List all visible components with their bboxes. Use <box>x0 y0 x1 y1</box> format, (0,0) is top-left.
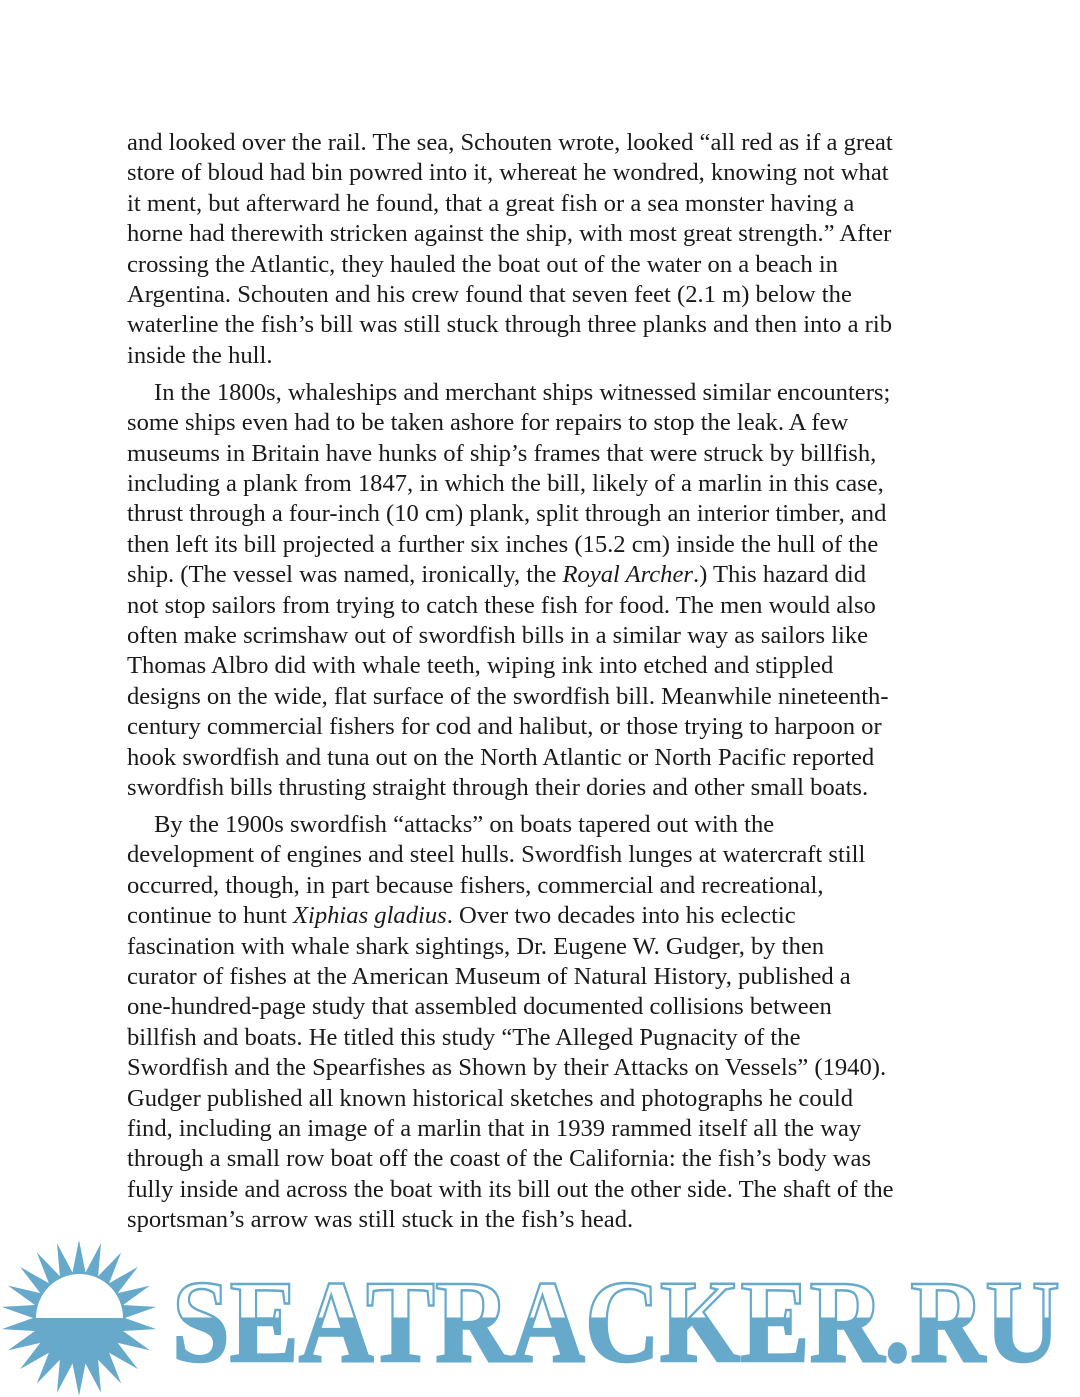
text-line <box>127 408 967 438</box>
text-run: find, including an image of a marlin that in 1939 rammed itself all the way <box>127 1115 862 1142</box>
text-line <box>127 560 967 590</box>
text-line <box>127 219 967 249</box>
text-line <box>127 250 967 280</box>
text-run: continue to hunt <box>127 902 293 930</box>
text-run: By the 1900s swordfish “attacks” on boats tapered out with the <box>154 810 775 838</box>
text-line <box>127 280 967 310</box>
text-run: billfish and boats. He titled this study “The Alleged Pugnacity of the <box>127 1023 801 1051</box>
text-line <box>127 158 967 188</box>
text-line <box>127 871 967 901</box>
text-run: sportsman’s arrow was still stuck in the fish’s head. <box>127 1206 634 1234</box>
text-line <box>127 341 967 371</box>
paragraph <box>127 810 967 1236</box>
text-line <box>127 901 967 931</box>
text-line <box>127 499 967 529</box>
text-line <box>127 1023 967 1053</box>
text-run: it ment, but afterward he found, that a great fish or a sea monster having a <box>127 189 855 217</box>
text-run: Swordfish and the Spearfishes as Shown by their Attacks on Vessels” (1940). <box>127 1054 887 1082</box>
text-run: . Over two decades into his eclectic <box>446 902 796 930</box>
text-line <box>127 810 967 840</box>
text-line <box>127 932 967 962</box>
text-run: occurred, though, in part because fishers, commercial and recreational, <box>127 871 824 899</box>
text-line <box>127 962 967 992</box>
text-run: through a small row boat off the coast of the California: the fish’s body was <box>127 1145 872 1173</box>
document-body <box>127 128 967 1242</box>
text-run: one-hundred-page study that assembled documented collisions between <box>127 993 832 1021</box>
text-line <box>127 1114 967 1144</box>
text-run: waterline the fish’s bill was still stuck through three planks and then into a rib <box>127 311 892 339</box>
text-line <box>127 310 967 340</box>
text-run: and looked over the rail. The sea, Schouten wrote, looked “all red as if a great <box>127 129 893 156</box>
text-run: Thomas Albro did with whale teeth, wiping ink into etched and stippled <box>127 652 834 680</box>
text-run: fully inside and across the boat with its bill out the other side. The shaft of the <box>127 1175 894 1203</box>
text-line <box>127 743 967 773</box>
text-line <box>127 189 967 219</box>
text-run: fascination with whale shark sightings, Dr. Eugene W. Gudger, by then <box>127 932 825 960</box>
text-line <box>127 682 967 712</box>
text-run: century commercial fishers for cod and halibut, or those trying to harpoon or <box>127 713 882 741</box>
italic-text: Xiphias gladius <box>292 902 447 930</box>
text-line <box>127 651 967 681</box>
text-line <box>127 469 967 499</box>
text-run: hook swordfish and tuna out on the North Atlantic or North Pacific reported <box>127 743 875 771</box>
text-run: Argentina. Schouten and his crew found that seven feet (2.1 m) below the <box>127 281 852 309</box>
text-line <box>127 439 967 469</box>
paragraph <box>127 378 967 804</box>
paragraph <box>127 128 967 371</box>
text-run: store of bloud had bin powred into it, whereat he wondred, knowing not what <box>127 159 889 187</box>
watermark-logo <box>0 1235 1080 1397</box>
text-run: swordfish bills thrusting straight through their dories and other small boats. <box>127 774 869 802</box>
text-line <box>127 773 967 803</box>
text-line <box>127 1144 967 1174</box>
text-run: then left its bill projected a further six inches (15.2 cm) inside the hull of the <box>127 530 879 558</box>
text-line <box>127 1205 967 1235</box>
text-run: horne had therewith stricken against the ship, with most great strength.” After <box>127 220 892 248</box>
text-run: often make scrimshaw out of swordfish bills in a similar way as sailors like <box>127 622 869 649</box>
text-run: crossing the Atlantic, they hauled the boat out of the water on a beach in <box>127 250 838 278</box>
text-line <box>127 128 967 158</box>
text-line <box>127 530 967 560</box>
text-run: thrust through a four-inch (10 cm) plank, split through an interior timber, and <box>127 500 887 528</box>
text-run: .) This hazard did <box>692 561 866 589</box>
text-line <box>127 1175 967 1205</box>
text-line <box>127 992 967 1022</box>
sun-over-sea-icon <box>2 1240 156 1396</box>
text-run: not stop sailors from trying to catch these fish for food. The men would also <box>127 591 876 619</box>
text-line <box>127 1053 967 1083</box>
text-line <box>127 712 967 742</box>
text-line <box>127 840 967 870</box>
watermark-text: SEATRACKER.RU <box>172 1256 1060 1387</box>
text-run: designs on the wide, flat surface of the swordfish bill. Meanwhile nineteenth- <box>127 682 889 710</box>
italic-text: Royal Archer <box>562 561 693 589</box>
text-line <box>127 591 967 621</box>
text-run: ship. (The vessel was named, ironically, the <box>127 561 563 589</box>
text-run: In the 1800s, whaleships and merchant ships witnessed similar encounters; <box>154 378 891 406</box>
text-run: some ships even had to be taken ashore for repairs to stop the leak. A few <box>127 409 849 437</box>
text-line <box>127 1084 967 1114</box>
text-run: Gudger published all known historical sketches and photographs he could <box>127 1084 854 1112</box>
text-line <box>127 378 967 408</box>
text-run: including a plank from 1847, in which the bill, likely of a marlin in this case, <box>127 469 884 497</box>
text-run: inside the hull. <box>127 341 273 369</box>
text-run: curator of fishes at the American Museum of Natural History, published a <box>127 962 851 990</box>
text-line <box>127 621 967 651</box>
text-run: museums in Britain have hunks of ship’s frames that were struck by billfish, <box>127 439 877 467</box>
text-run: development of engines and steel hulls. Swordfish lunges at watercraft still <box>127 841 866 869</box>
